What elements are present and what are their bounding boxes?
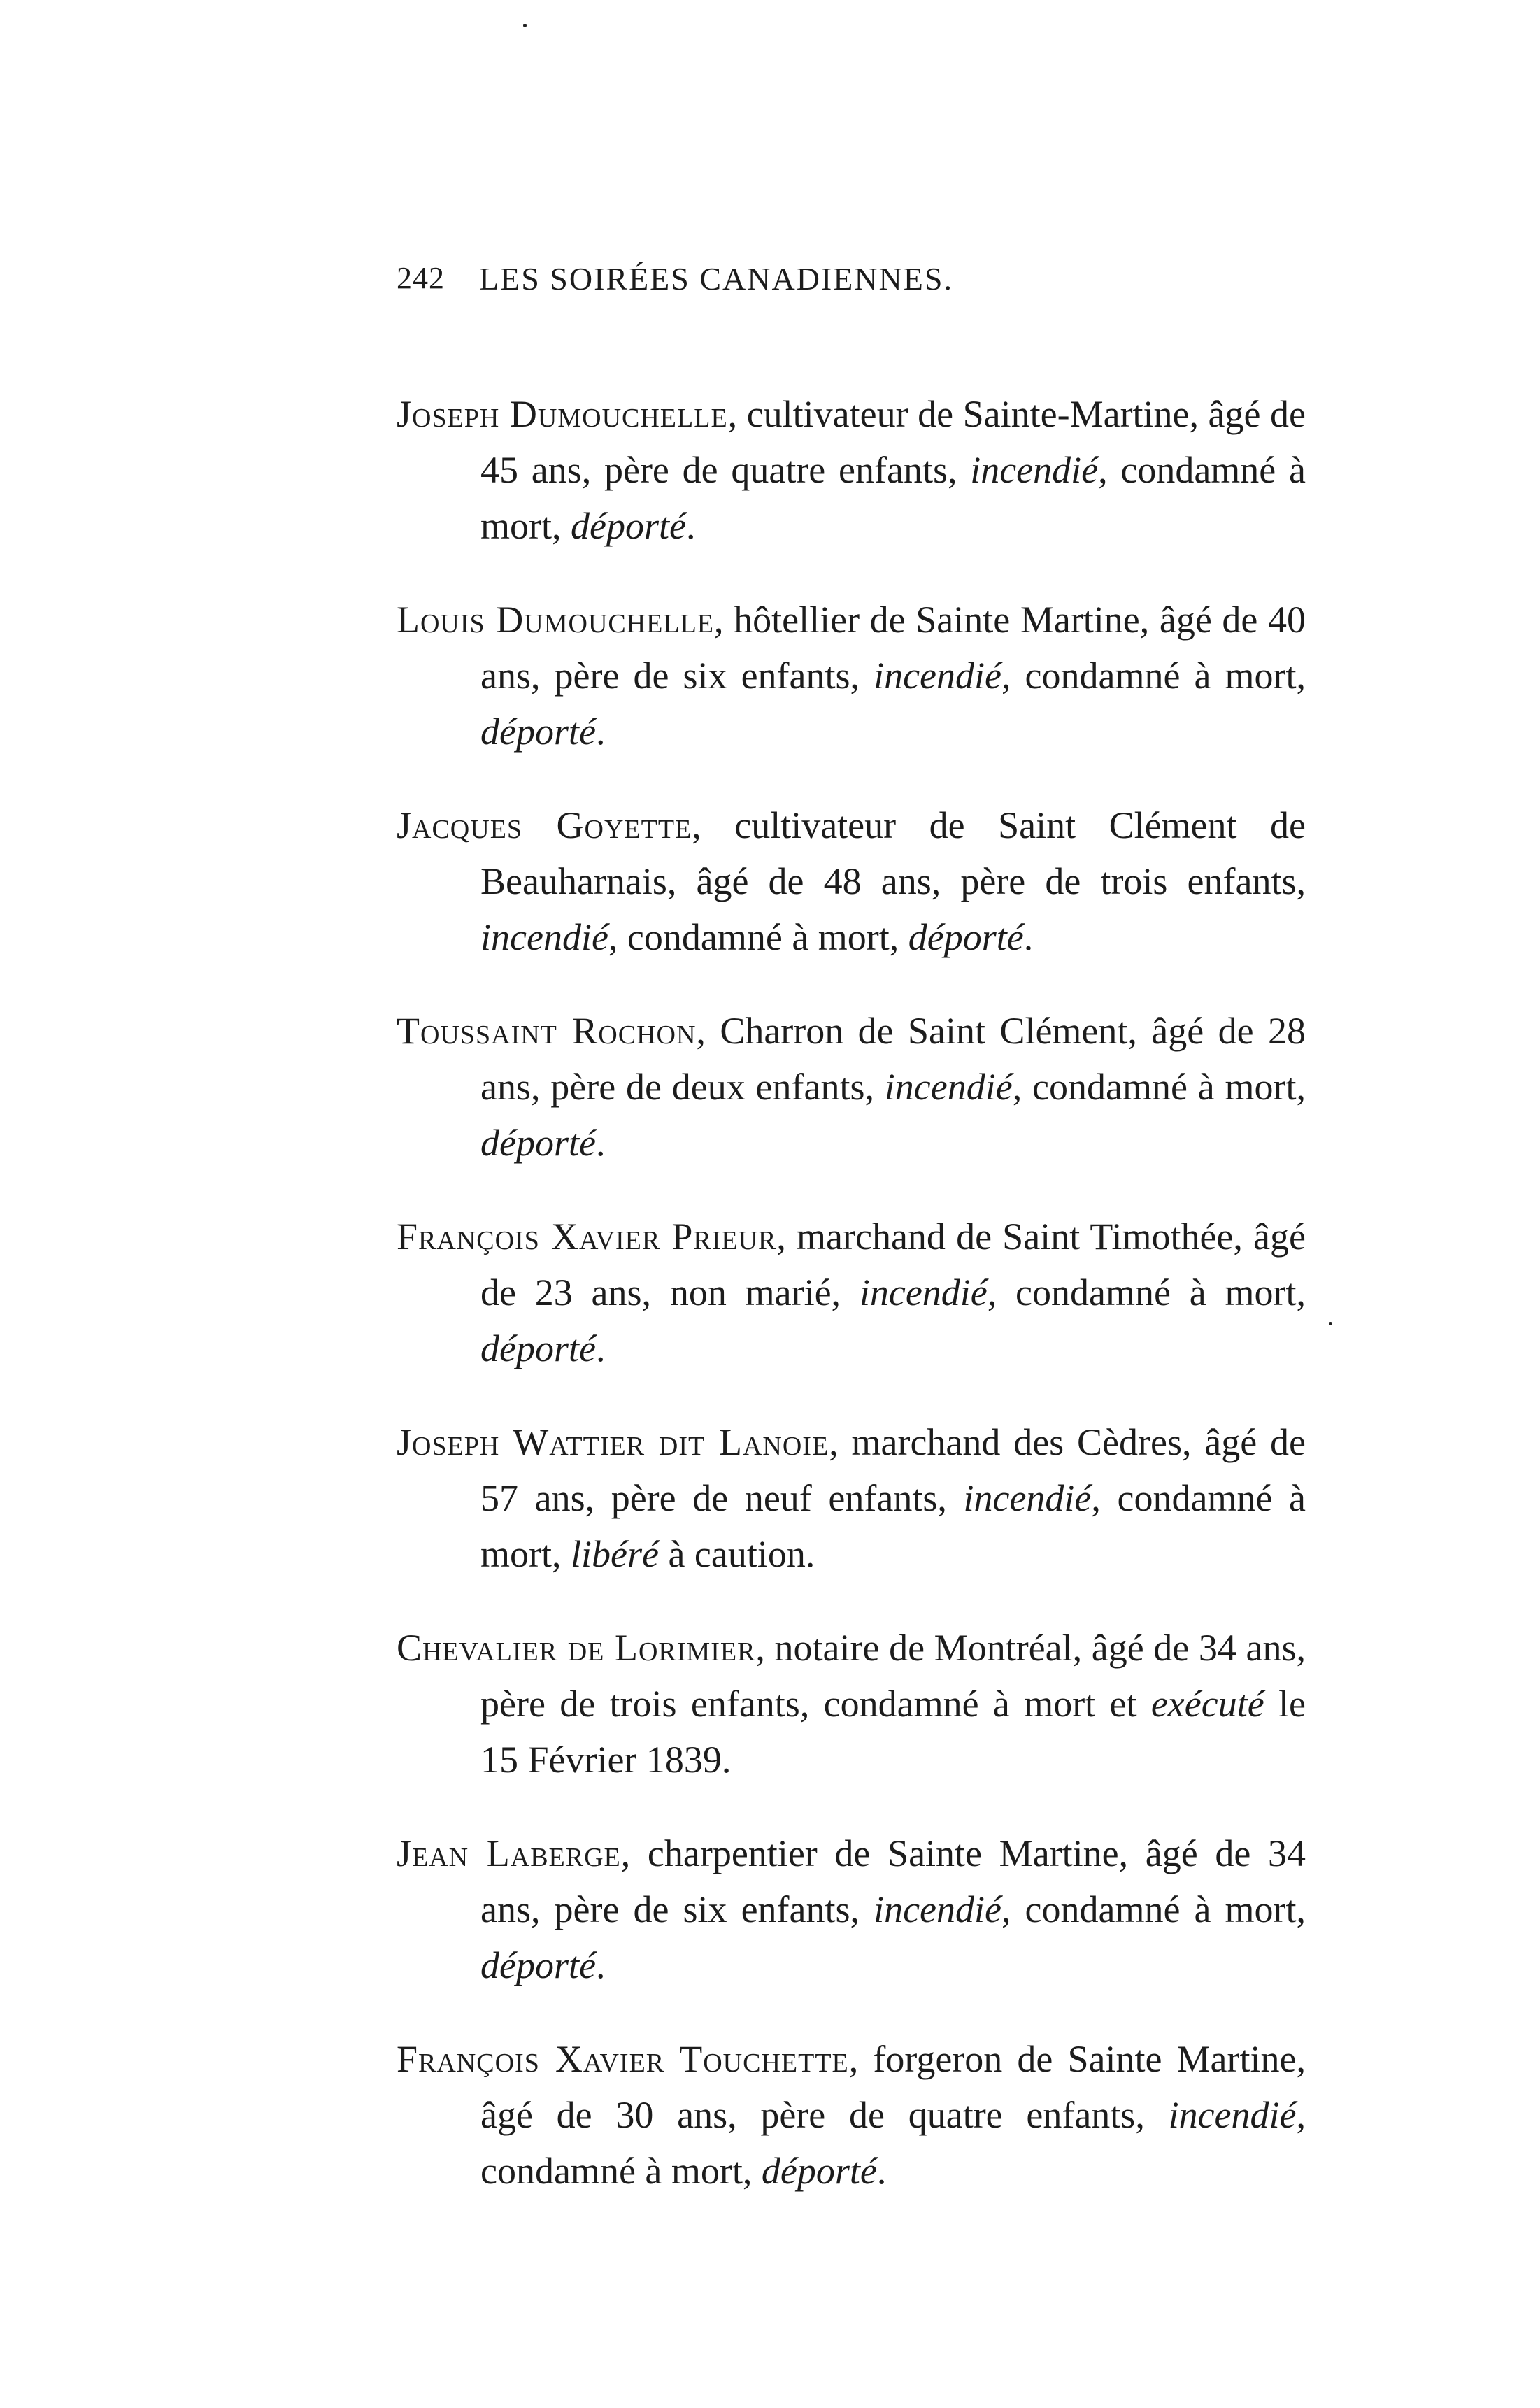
fate-italic: déporté <box>571 505 686 547</box>
fate-italic: libéré <box>571 1533 659 1575</box>
ink-speck <box>1329 1322 1332 1325</box>
entry-end: . <box>595 1944 606 1986</box>
fate-italic: déporté <box>480 711 596 753</box>
entry-details: , forgeron de Sainte Martine, âgé de 30 ans, père de quatre enfants, <box>480 2038 1306 2136</box>
list-entry <box>397 1414 1306 1582</box>
entry-middle: , condamné à mort, <box>987 1271 1306 1313</box>
entry-middle: , condamné à mort, <box>480 1477 1306 1575</box>
fate-italic: déporté <box>480 1327 596 1369</box>
entry-details: , charpentier de Sainte Martine, âgé de 34 ans, père de six enfants, <box>480 1832 1306 1930</box>
entry-middle: , condamné à mort, <box>1001 1888 1306 1930</box>
entry-details: , hôtellier de Sainte Martine, âgé de 40 ans, père de six enfants, <box>480 599 1306 697</box>
person-name: Joseph Wattier dit Lanoie <box>397 1421 829 1463</box>
entry-end: à caution. <box>658 1533 815 1575</box>
list-entry <box>397 386 1306 554</box>
entry-end: . <box>595 711 606 753</box>
fate-italic: déporté <box>908 916 1024 958</box>
fate-italic: incendié <box>970 449 1099 491</box>
person-name: Joseph Dumouchelle <box>397 393 728 435</box>
entry-end: . <box>1023 916 1034 958</box>
person-name: François Xavier Touchette <box>397 2038 849 2080</box>
person-name: Jacques Goyette <box>397 804 692 846</box>
entry-middle: , condamné à mort, <box>480 2094 1306 2192</box>
entry-middle: , condamné à mort, <box>1001 655 1306 697</box>
fate-italic: incendié <box>480 916 608 958</box>
entry-end: . <box>595 1327 606 1369</box>
list-entry <box>397 1003 1306 1171</box>
fate-italic: déporté <box>480 1944 596 1986</box>
entry-details: , marchand de Saint Timothée, âgé de 23 ans, non marié, <box>480 1216 1306 1313</box>
running-head-title: LES SOIRÉES CANADIENNES. <box>479 261 953 297</box>
person-name: Jean Laberge <box>397 1832 621 1874</box>
list-entry <box>397 1209 1306 1376</box>
list-entry <box>397 592 1306 760</box>
prisoner-list <box>397 348 1306 2219</box>
entry-middle: , condamné à mort, <box>1012 1066 1306 1108</box>
entry-details: , notaire de Montréal, âgé de 34 ans, père de trois enfants, condamné à mort et <box>480 1627 1306 1725</box>
list-entry <box>397 2031 1306 2199</box>
entry-middle: , condamné à mort, <box>608 916 908 958</box>
list-entry <box>397 1825 1306 1993</box>
fate-italic: incendié <box>884 1066 1013 1108</box>
entry-details: , Charron de Saint Clément, âgé de 28 ans, père de deux enfants, <box>480 1010 1306 1108</box>
fate-italic: exécuté <box>1150 1683 1264 1725</box>
fate-italic: incendié <box>859 1271 988 1313</box>
person-name: Louis Dumouchelle <box>397 599 715 641</box>
running-head <box>397 260 1299 316</box>
fate-italic: incendié <box>874 655 1001 697</box>
ink-speck <box>523 24 527 27</box>
page-number: 242 <box>397 261 445 295</box>
entry-details: , cultivateur de Sainte-Martine, âgé de 45 ans, père de quatre enfants, <box>480 393 1306 491</box>
entry-details: , cultivateur de Saint Clément de Beauharnais, âgé de 48 ans, père de trois enfants, <box>480 804 1306 902</box>
list-entry <box>397 797 1306 965</box>
entry-end: . <box>685 505 696 547</box>
person-name: François Xavier Prieur <box>397 1216 777 1258</box>
fate-italic: déporté <box>480 1122 596 1164</box>
list-entry <box>397 1620 1306 1788</box>
fate-italic: incendié <box>963 1477 1092 1519</box>
fate-italic: incendié <box>1168 2094 1297 2136</box>
person-name: Toussaint Rochon <box>397 1010 697 1052</box>
person-name: Chevalier de Lorimier <box>397 1627 756 1669</box>
entry-details: , marchand des Cèdres, âgé de 57 ans, père de neuf enfants, <box>480 1421 1306 1519</box>
fate-italic: déporté <box>761 2150 877 2192</box>
entry-middle: , condamné à mort, <box>480 449 1306 547</box>
entry-end: . <box>595 1122 606 1164</box>
entry-middle: le 15 Février 1839. <box>480 1683 1306 1781</box>
fate-italic: incendié <box>874 1888 1001 1930</box>
entry-end: . <box>876 2150 887 2192</box>
